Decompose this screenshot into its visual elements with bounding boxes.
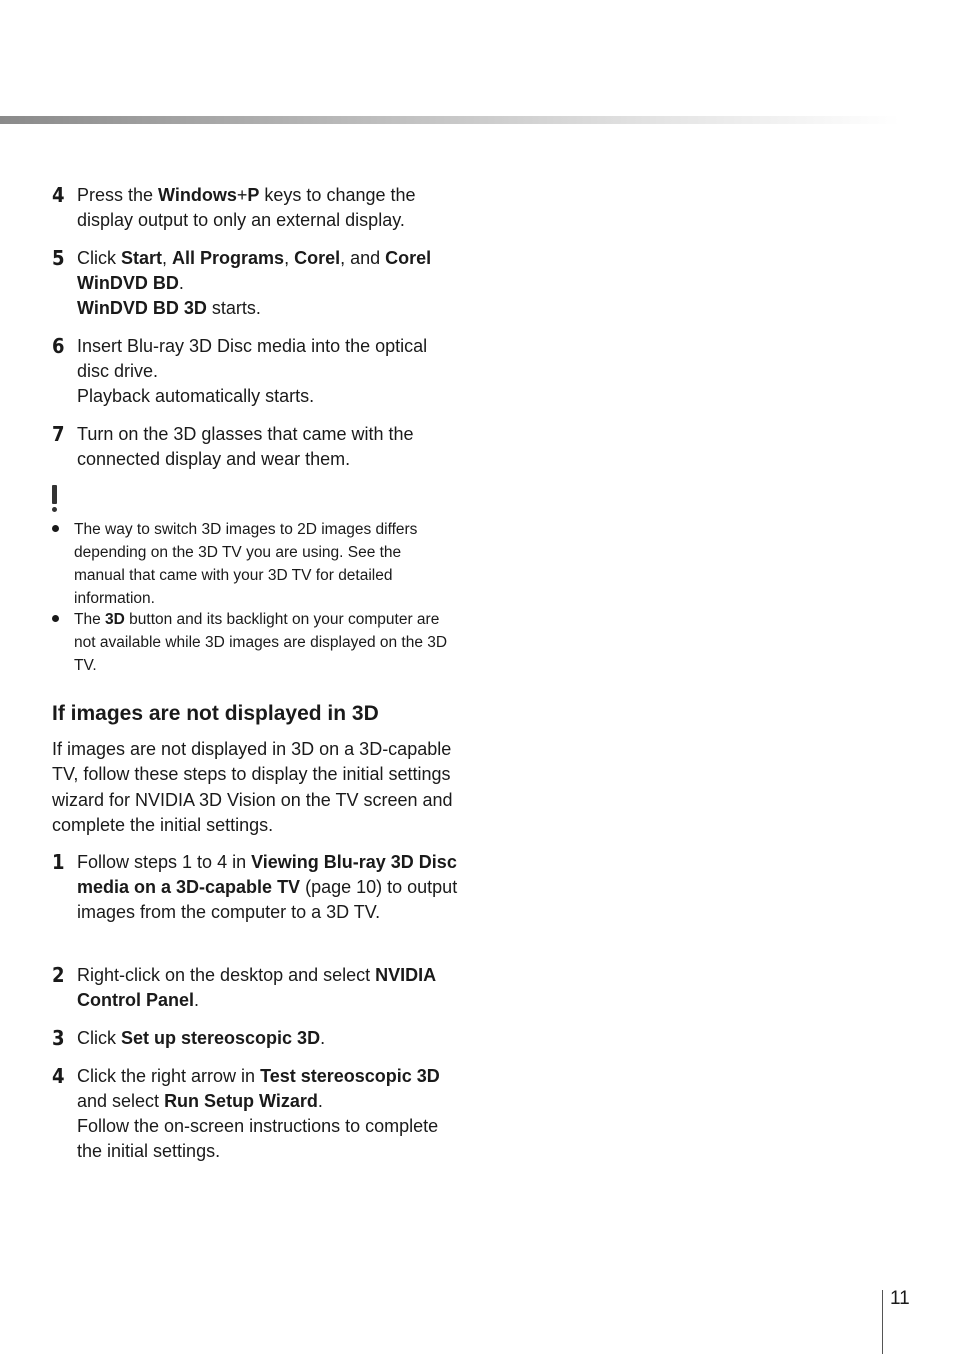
step-text: Turn on the 3D glasses that came with the connected display and wear them. xyxy=(77,424,414,469)
step-7 xyxy=(52,422,462,472)
step-5 xyxy=(52,246,462,321)
bullet-icon xyxy=(52,525,59,532)
step-text: Right-click on the desktop and select NVIDIA Control Panel. xyxy=(77,965,436,1010)
step-number: 7 xyxy=(52,422,65,446)
step-text: Insert Blu-ray 3D Disc media into the optical disc drive. Playback automatically starts. xyxy=(77,336,428,406)
section-heading: If images are not displayed in 3D xyxy=(52,702,379,725)
bullet-icon xyxy=(52,615,59,622)
note-item-1 xyxy=(52,518,452,610)
section-intro: If images are not displayed in 3D on a 3D-capable TV, follow these steps to display the initial settings wizard for NVIDIA 3D Vision on the TV screen and complete the initial settings. xyxy=(52,739,453,835)
step-4-top xyxy=(52,183,462,233)
step-2 xyxy=(52,963,462,1013)
step-1 xyxy=(52,850,462,925)
step-number: 4 xyxy=(52,1064,65,1088)
step-text: Click Start, All Programs, Corel, and Corel WinDVD BD. WinDVD BD 3D starts. xyxy=(77,248,432,318)
step-text: Press the Windows+P keys to change the display output to only an external display. xyxy=(77,185,416,230)
step-4-bottom xyxy=(52,1064,462,1164)
step-text: Follow steps 1 to 4 in Viewing Blu-ray 3D Disc media on a 3D-capable TV (page 10) to output images from the computer to a 3D TV. xyxy=(77,852,458,922)
step-number: 2 xyxy=(52,963,65,987)
step-number: 3 xyxy=(52,1026,65,1050)
step-text: Click Set up stereoscopic 3D. xyxy=(77,1028,326,1048)
page-number-rule xyxy=(882,1290,883,1354)
step-text: Click the right arrow in Test stereoscopic 3D and select Run Setup Wizard. Follow the on-screen instructions to complete the initial settings. xyxy=(77,1066,440,1161)
note-text: The way to switch 3D images to 2D images differs depending on the 3D TV you are using. See the manual that came with your 3D TV for detailed information. xyxy=(74,521,418,607)
note-text: The 3D button and its backlight on your computer are not available while 3D images are displayed on the 3D TV. xyxy=(74,611,448,674)
page-number: 11 xyxy=(890,1288,910,1309)
step-number: 4 xyxy=(52,183,65,207)
notice-icon xyxy=(52,485,58,513)
step-number: 1 xyxy=(52,850,65,874)
step-3 xyxy=(52,1026,462,1051)
note-item-2 xyxy=(52,608,452,677)
step-6 xyxy=(52,334,462,409)
header-gradient-bar xyxy=(0,116,900,124)
step-number: 5 xyxy=(52,246,65,270)
step-number: 6 xyxy=(52,334,65,358)
